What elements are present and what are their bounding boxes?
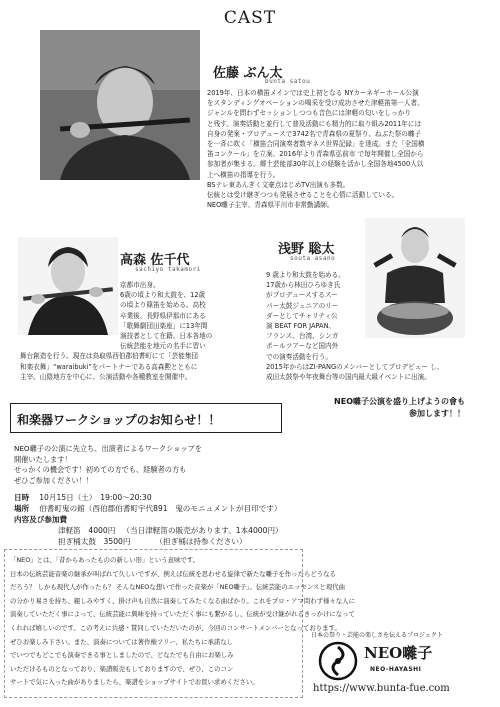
- fee-item: 担ぎ桶太鼓 3500円: [58, 537, 131, 546]
- about-text: [10, 554, 355, 690]
- fee-note: （当日津軽笛の販売があります。1本4000円）: [122, 526, 283, 535]
- bio-line: 参加者が集まる。郷土芸能部30年以上の経験を活かし全国各地4500人以: [207, 160, 424, 169]
- performer-roman-souta: souta asano: [290, 255, 336, 262]
- bio-line: 「歌舞劇団田楽座」に13年間: [120, 321, 208, 330]
- bio-line: 京都市出身。: [120, 281, 160, 289]
- about-line: だろう？ しかも現代人が作ったら？ そんなNEOな想いで作った音楽が「NEO囃子」。伝統芸能のエッセンスと現代曲: [10, 583, 345, 592]
- bio-line: 笛コンクール」を立案、2016年より青森県弘前市 で毎年開催し全国から: [207, 150, 424, 159]
- about-line: の分かり易さを持ち、親しみやすく、掛け声も自然に演奏してみたくなる曲ばかり。これをプロ・アマ問わず様々な人に: [10, 596, 355, 605]
- about-line: 日本の伝統芸能音楽の継承が叫ばれて久しいですが、例えば伝統を思わせる旋律で新たな囃子を作ったらどうなる: [10, 569, 336, 578]
- bio-line: 2015年からはZI-PANGのメンバーとしてプロデビュー し、: [266, 362, 444, 371]
- performer-name-bunta: 佐藤 ぶん太: [213, 66, 283, 81]
- performer-name-sachiyo: 高森 佐千代: [120, 253, 190, 268]
- bio-line: 2019年、日本の横笛メインでは史上初となる NYカーネギーホール公演: [207, 89, 419, 97]
- logo-roman: NEO-HAYASHI: [370, 666, 422, 673]
- bio-line: 17歳から林田ひろゆき氏: [266, 281, 341, 290]
- bio-line: 演 BEAT FOR JAPAN、: [266, 322, 336, 331]
- about-line: サートで気に入った曲がありましたら、楽譜をショップサイトでお買い求めください。: [10, 678, 259, 687]
- fee-note: （担ぎ桶は持参ください）: [155, 537, 247, 546]
- logo-tagline: 日本の祭り・芸能の楽しさを伝えるプロジェクト: [311, 632, 443, 639]
- workshop-intro-line: ぜひご参加ください！！: [14, 475, 94, 485]
- workshop-intro: [14, 444, 202, 486]
- bio-line: 自身の発案・プロデュースで3742名で青森県の夏祭り、ねぶた祭の囃子: [207, 129, 422, 138]
- bio-line: と残す。演奏活動と並行して普及活動にも精力的に取り組み2011年には: [207, 119, 422, 128]
- about-line: いただけるものとなっており、楽譜販売もしておりますので、ぜひ、このコン: [10, 664, 234, 673]
- bio-line: 9 歳より和太鼓を始める。: [266, 271, 345, 279]
- performer-roman-bunta: bunta satou: [265, 78, 311, 85]
- workshop-place: [14, 503, 282, 514]
- workshop-intro-line: せっかくの機会です！初めての方でも、経験者の方も: [14, 465, 187, 474]
- about-line: 演奏していただく事によって、伝統芸能に興味を持っていただく事にも繋がるし、伝統が受け継がれるきっかけになって: [10, 610, 355, 619]
- performer-bio-bunta: [207, 88, 495, 210]
- performer-bio-souta: [266, 270, 496, 382]
- bio-line: 成田太鼓祭や年夜舞台等の国内最大級イベントに出演。: [266, 373, 431, 382]
- fee-item: 津軽笛 4000円: [58, 526, 116, 535]
- workshop-content-label: 内容及び参加費: [14, 515, 68, 524]
- workshop-intro-line: 開催いたします！: [14, 454, 72, 464]
- workshop-fee-row: [58, 536, 247, 547]
- about-line: でいつでもどこでも演奏できる事としましたので、どなたでも自由にお楽しみ: [10, 651, 234, 660]
- bio-line: 伝統とは受け継ぎつつも発展させることを心情に活動している。: [207, 191, 399, 200]
- bio-line: 6歳の頃より和太鼓を、12歳: [120, 291, 206, 300]
- logo-name: NEO囃子: [364, 644, 433, 662]
- bio-line: の頃より篠笛を始める。高校: [120, 301, 206, 310]
- place-value: 伯耆町鬼の館（西伯郡伯耆町宇代891 鬼のモニュメントが目印です）: [39, 504, 282, 513]
- bio-line: 上へ横笛の指導を行う。: [207, 170, 280, 179]
- bio-line: 主宰。山陰地方を中心に、公演活動や各種教室を開催中。: [20, 372, 192, 381]
- date-label: 日時: [14, 493, 30, 502]
- invite-line: 参加します！！: [409, 409, 465, 418]
- website-link[interactable]: https://www.bunta-fue.com: [313, 683, 450, 694]
- performer-photo-bunta: [40, 30, 200, 180]
- bio-line: を一斉に吹く「横笛合同演奏者数ギネス世界記録」を達成。また「全国横: [207, 140, 425, 149]
- bio-line: をスタンディングオベーションの喝采を受け成功させた津軽笛第一人者。: [207, 99, 424, 108]
- date-value: 10月15日（土） 19:00～20:30: [39, 493, 152, 502]
- neo-hayashi-emblem-icon: [318, 641, 358, 681]
- bio-line: 舞台創造を行う。現在は鳥取県西伯郡伯耆町にて「芸能集団: [20, 352, 199, 361]
- about-line: ぜひお楽しみ下さい。また、演奏については著作権フリー、私たちに承諾なし: [10, 637, 234, 646]
- about-line: くれれば嬉しいのです。この考えに共感・賛同していただいたのが、今回のコンサートメンバーとなっております。: [10, 623, 341, 632]
- bio-line: 演技者として在籍。日本各地の: [120, 332, 213, 341]
- bio-line: ジャンルを問わずセッションしつつも音色には津軽の匂いをしっかり: [207, 109, 411, 118]
- bio-line: 伝統芸能を地元の名手に習い: [120, 342, 206, 351]
- workshop-fee-row: [58, 525, 283, 536]
- bio-line: フランス、台湾、シンガ: [266, 332, 339, 341]
- performer-roman-sachiyo: sachiyo takamori: [135, 266, 201, 273]
- workshop-heading-box: [10, 403, 282, 433]
- invite-line: NEO囃子公演を盛り上げようの會も: [334, 397, 465, 406]
- bio-line: 卒業後、長野県伊那市にある: [120, 311, 206, 320]
- performer-bio-sachiyo: [20, 280, 260, 382]
- workshop-intro-line: NEO囃子の公演に先立ち、出演者によるワークショップを: [14, 444, 202, 453]
- invite-text: [285, 396, 465, 420]
- bio-line: NEO囃子主宰、青森県平川市非常勤講師。: [207, 201, 334, 210]
- bio-line: での演奏活動を行う。: [266, 352, 332, 361]
- bio-line: がプロデュースするスー: [266, 291, 338, 300]
- place-label: 場所: [14, 504, 30, 513]
- workshop-date: [14, 492, 152, 503]
- page-title: CAST: [223, 8, 277, 28]
- bio-line: パー太鼓ジュニアのリー: [266, 301, 339, 310]
- bio-line: ダーとしてチャリティ公: [266, 311, 338, 320]
- performer-name-souta: 浅野 聡太: [278, 242, 335, 257]
- workshop-heading: 和楽器ワークショップのお知らせ！！: [17, 413, 221, 427]
- bio-line: BSテレ東あんぎく文豪点はじめTV出演も多数。: [207, 180, 350, 189]
- bio-line: ポールツアーなど国内外: [266, 342, 339, 351]
- about-line: 「NEO」とは、「昔からあったものの新しい形」という意味です。: [10, 556, 200, 564]
- bio-line: 和楽衣舞」“waraibuki”をパートナーである高森勲とともに: [20, 362, 198, 371]
